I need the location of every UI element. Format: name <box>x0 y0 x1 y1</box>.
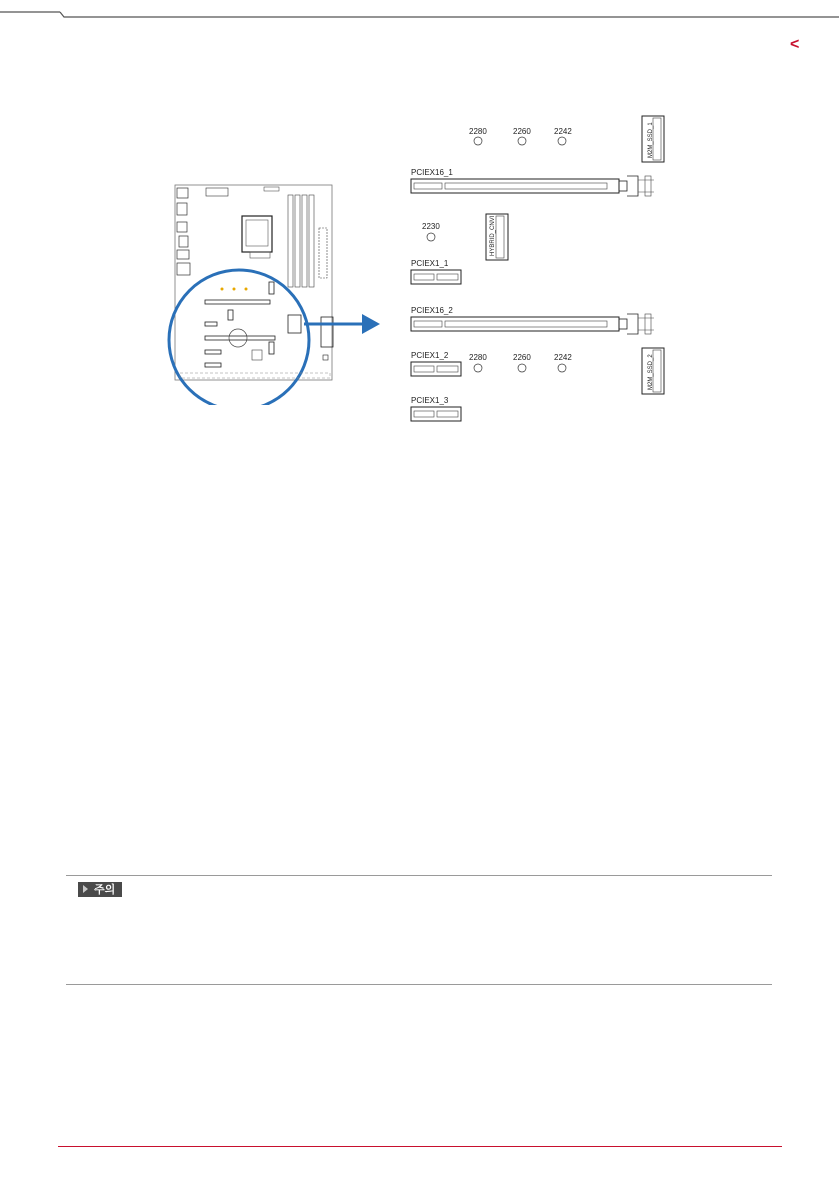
pcie-m2-detail-diagram <box>400 110 680 430</box>
pciex1-2-slot <box>411 362 461 376</box>
m2-standoff <box>558 364 566 372</box>
back-chevron-icon[interactable]: < <box>790 36 800 53</box>
pciex1-3-slot <box>411 407 461 421</box>
m2-bottom-size-label: 2242 <box>554 353 572 362</box>
caution-label: 주의 <box>94 883 116 896</box>
footer-rule <box>58 1146 782 1147</box>
m2-standoff <box>474 364 482 372</box>
m2-wifi-size-label: 2230 <box>422 222 440 231</box>
m2-slot2-label: M2M_SSD_2 <box>648 354 654 390</box>
top-rule <box>0 0 839 18</box>
pciex16-1-label: PCIEX16_1 <box>411 168 453 177</box>
pciex1-1-slot <box>411 270 461 284</box>
pciex1-1-label: PCIEX1_1 <box>411 259 449 268</box>
pciex1-3-label: PCIEX1_3 <box>411 396 449 405</box>
pciex16-2-label: PCIEX16_2 <box>411 306 453 315</box>
m2-bottom-size-label: 2280 <box>469 353 487 362</box>
m2-standoff <box>427 233 435 241</box>
m2-slot1-label: M2M_SSD_1 <box>648 122 654 158</box>
m2-bottom-size-label: 2260 <box>513 353 531 362</box>
m2-top-size-label: 2280 <box>469 127 487 136</box>
hybrid-label: HYBRID_CNVI <box>490 215 496 256</box>
m2-standoff <box>518 137 526 145</box>
callout-arrow-head <box>362 314 380 334</box>
m2-standoff <box>558 137 566 145</box>
caution-arrow-icon <box>83 885 88 893</box>
m2-top-size-label: 2242 <box>554 127 572 136</box>
caution-badge <box>78 882 122 897</box>
pciex1-2-label: PCIEX1_2 <box>411 351 449 360</box>
motherboard-overview <box>160 170 400 405</box>
caution-note <box>66 875 772 985</box>
m2-top-size-label: 2260 <box>513 127 531 136</box>
m2-standoff <box>474 137 482 145</box>
m2-standoff <box>518 364 526 372</box>
